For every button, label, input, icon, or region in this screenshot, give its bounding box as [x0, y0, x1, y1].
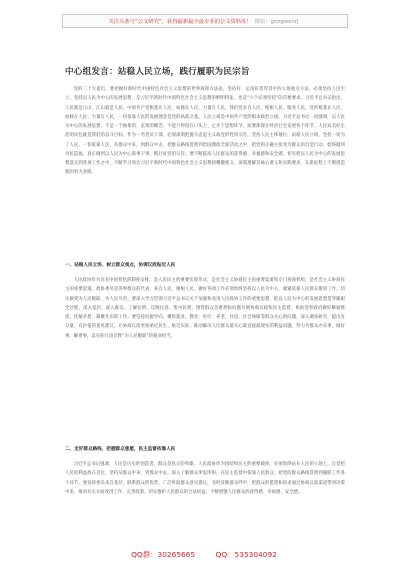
promo-banner-text: 关注头条号“公文研究”，获得最新最全最专业的公文资料库！: [108, 19, 252, 25]
qq-text: QQ：535304092: [215, 550, 277, 559]
contact-footer: [0, 549, 408, 560]
section-heading-1: 一、站稳人民立场、树立群众观点，协调议政贴近人民: [65, 263, 176, 268]
section-1-paragraph: 人民政协作为具有中国特色的制度安排，是人民民主的重要实现形式，是社会主义协商民主的重要渠道和专门协商机构，是社会主义协商民主的重要渠道。政协委员是各界群众的代表，来自人民、植根人民，做好各项工作必须始终坚持以人民为中心，紧紧依靠人民群众推进工作，切实做到为人民履职、为人民尽责。要深入学习贯彻习近平总书记关于加强和改进人民政协工作的重要思想，把以人民为中心的发展思想贯穿履职全过程，深入基层、深入群众，了解民情、反映民意、集中民智，围绕群众急难愁盼问题开展协商议政和民主监督，协助党和政府做好解疑释惑、化解矛盾、凝聚共识的工作。要坚持问题导向，聚焦就业、教育、医疗、养老、住房、社会保障等群众关心的问题，深入调查研究，提出有分量、有价值的意见建议，让协商议政更加贴近民生、贴近实际，推动解决人民群众最关心最直接最现实的利益问题，努力为群众办实事、做好事、解难事，以实际行动诠释“为人民履职”的使命担当。: [65, 278, 345, 339]
intro-paragraph: 党的二十大提出，要把握好新时代中国特色社会主义思想的世界观和方法论，坚持好、运用好贯穿其中的立场观点方法，必须坚持人民至上。坚持以人民为中心的发展思想，是习近平新时代中国特色社会主义思想的鲜明特征，也是“六个必须坚持”的首要要求。习近平总书记指出，人民就是江山，江山就是人民。中国共产党根基在人民、血脉在人民、力量在人民，我们党来自人民、植根人民、服务人民，党的根基在人民、血脉在人民、力量在人民，一切依靠人民的发展理念是党的执政之基。人民立场是中国共产党的根本政治立场。习近平总书记一再强调，以人民为中心的发展思想，不是一个抽象的、玄奥的概念，不能只停留在口头上、止步于思想环节，而要体现在经济社会发展各个环节。人民对美好生活的向往就是我们的奋斗目标。作为一名党员干部，必须深刻把握马克思主义政党的性质宗旨，坚持人民主体地位，站稳人民立场，坚持一切为了人民，一切依靠人民，从群众中来，到群众中去，把群众路线贯彻到治国理政全部活动之中，把党的正确主张变为群众的自觉行动，始终做到为民造福，真正做到以人民为中心谋事干事，践行好党的宗旨。要不断提高人民群众的获得感、幸福感和安全感，切实把以人民为中心的发展思想落实到各项工作之中，不断学习领会习近平新时代中国特色社会主义思想的精髓要义，深刻理解其核心要义和实践要求，在新征程上不断创造新的更大业绩。: [65, 87, 345, 176]
section-2-paragraph: 习近平总书记强调，人民是历史的创造者，群众是真正的英雄。人民政协作为团结和民主的重要载体，必须始终站在人民的立场上，自觉把人民的利益放在首位，坚持从群众中来、到群众中去，深入了解群众所思所盼，在民主监督中依靠人民群众，把党的群众路线贯彻到履职工作各个环节。要发挥委员来自基层、联系群众的优势，广泛听取群众意见建议，及时反映群众呼声，把群众的愿望和诉求通过协商议政渠道带到决策中来，推动有关方面改进工作、完善政策，切实维护人民群众的合法权益，不断增强人民群众的获得感、幸福感、安全感。: [65, 462, 345, 495]
section-heading-2: 二、走好群众路线、把握群众意愿，民主监督依靠人民: [65, 447, 176, 452]
section-body-2: [65, 460, 345, 544]
article-title: 中心组发言：站稳人民立场，践行履职为民宗旨: [65, 67, 250, 77]
intro-block: [65, 85, 345, 251]
section-body-1: [65, 276, 345, 434]
promo-banner: [62, 14, 348, 28]
qq-group-text: QQ群：30265665: [131, 550, 196, 559]
promo-banner-wechat: 微信：gongwenrj: [254, 19, 299, 25]
